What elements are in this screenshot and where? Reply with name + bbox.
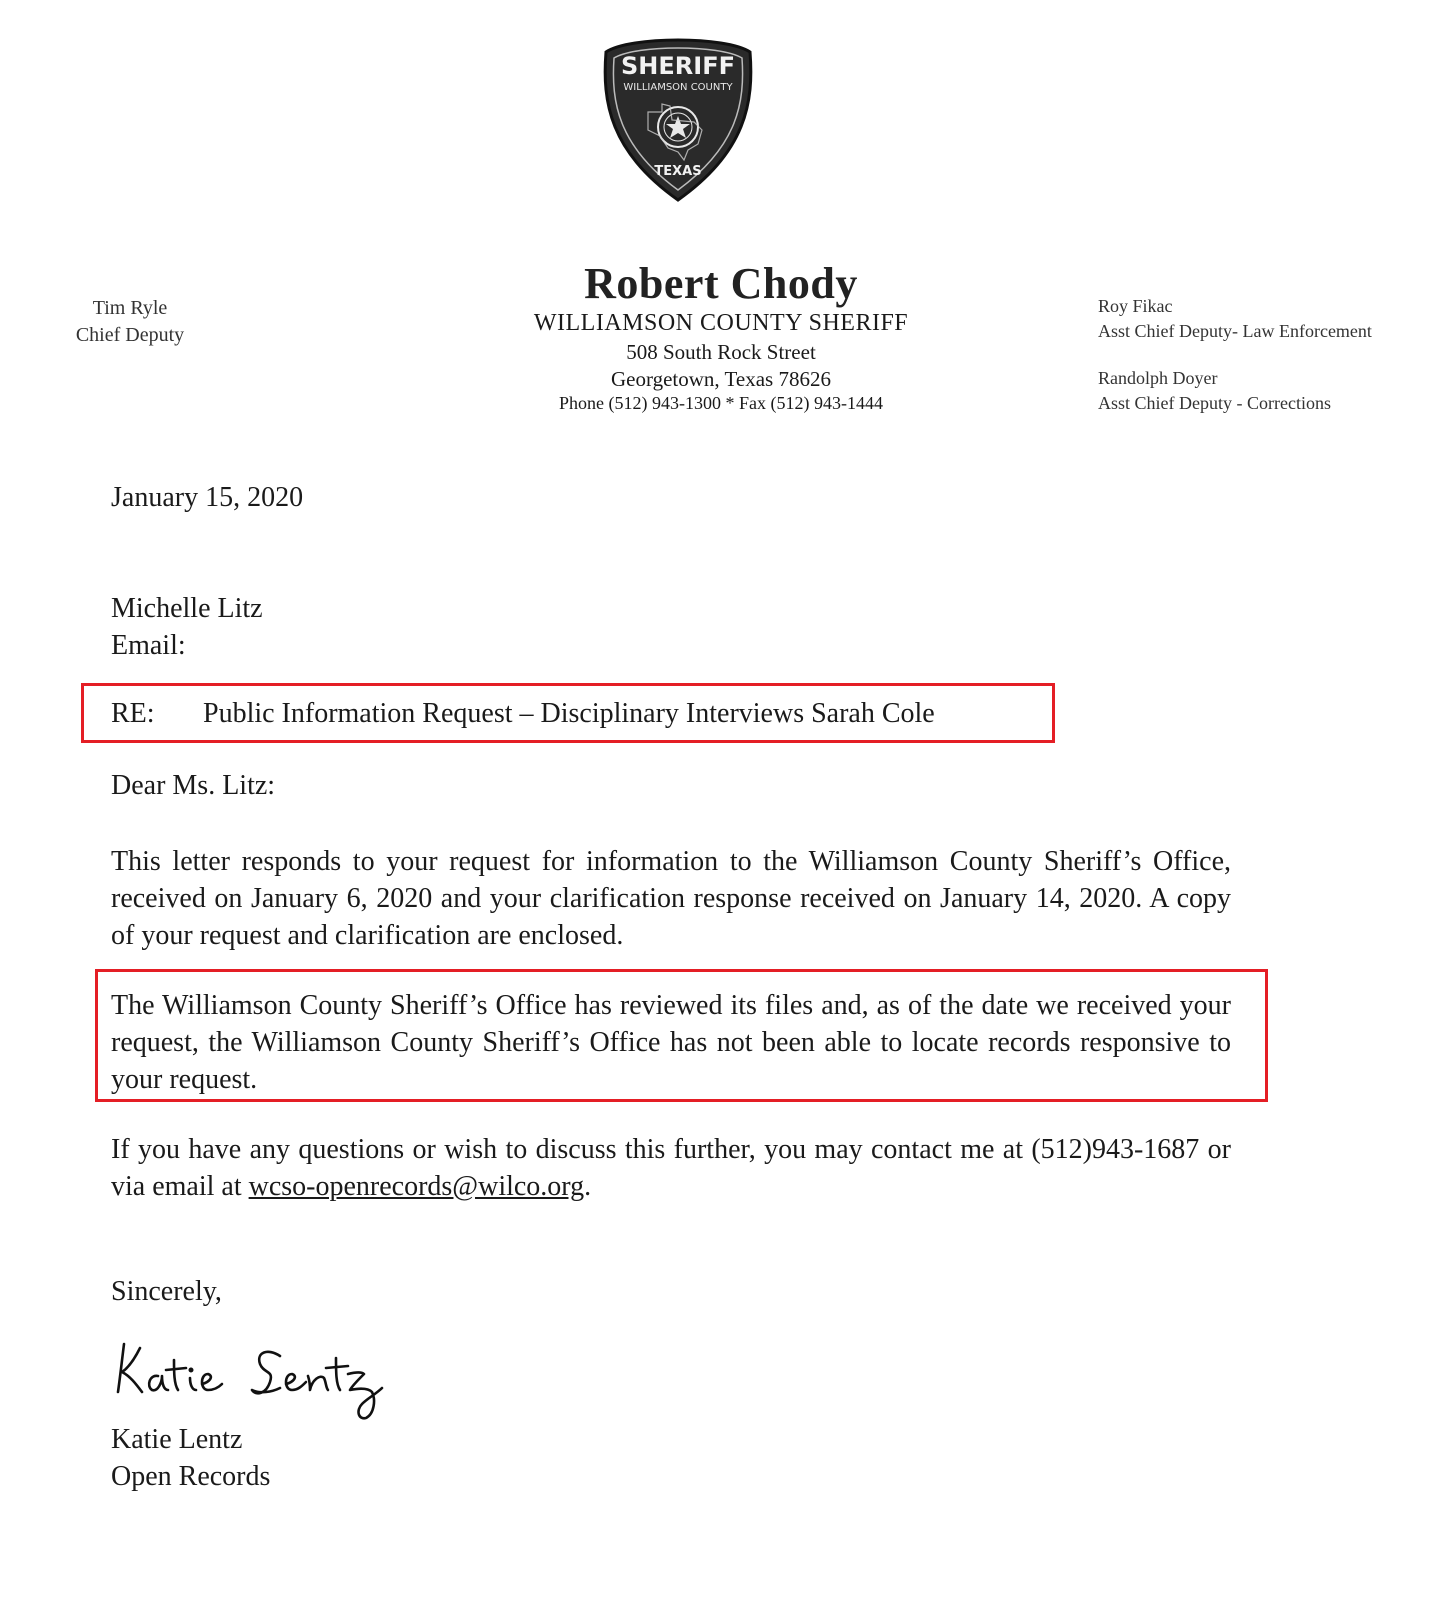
signer-title: Open Records <box>111 1461 271 1492</box>
badge-top-text: SHERIFF <box>621 52 735 80</box>
address-city: Georgetown, Texas 78626 <box>611 367 831 391</box>
re-line <box>111 698 935 730</box>
asst-deputy-title: Asst Chief Deputy - Corrections <box>1098 393 1331 413</box>
handwritten-signature <box>110 1330 440 1426</box>
recipient-block <box>111 590 263 664</box>
sheriff-title: WILLIAMSON COUNTY SHERIFF <box>533 310 909 336</box>
sheriff-name: Robert Chody <box>584 259 858 308</box>
sheriff-badge-logo <box>598 32 758 208</box>
badge-bottom-text: TEXAS <box>654 164 702 179</box>
chief-deputy-title: Chief Deputy <box>75 324 185 346</box>
asst-deputy-name: Roy Fikac <box>1098 296 1173 316</box>
signer-block <box>111 1421 270 1495</box>
address-street: 508 South Rock Street <box>626 340 816 364</box>
recipient-email-label: Email: <box>111 630 186 661</box>
closing: Sincerely, <box>111 1276 222 1307</box>
contact-email-link[interactable]: wcso-openrecords@wilco.org <box>248 1171 585 1202</box>
recipient-name: Michelle Litz <box>111 593 263 624</box>
re-subject: Public Information Request – Disciplinary Interviews Sarah Cole <box>203 698 935 729</box>
letter-date: January 15, 2020 <box>111 482 304 513</box>
phone-fax: Phone (512) 943-1300 * Fax (512) 943-1444 <box>559 393 883 413</box>
paragraph-2: The Williamson County Sheriff’s Office has reviewed its files and, as of the date we received your request, the Williamson County Sheriff’s Office has not been able to locate records responsive to your request. <box>111 990 1231 1095</box>
asst-deputy-title: Asst Chief Deputy- Law Enforcement <box>1098 321 1372 341</box>
chief-deputy-block <box>40 295 220 349</box>
paragraph-3-end: . <box>584 1171 592 1202</box>
asst-deputy-name: Randolph Doyer <box>1098 368 1218 388</box>
paragraph-3 <box>111 1131 1231 1205</box>
chief-deputy-name: Tim Ryle <box>92 297 168 319</box>
salutation: Dear Ms. Litz: <box>111 770 276 801</box>
paragraph-1: This letter responds to your request for information to the Williamson County Sheriff’s Office, received on January 6, 2020 and your clarification response received on January 14, 2020. A copy of your request and clarification are enclosed. <box>111 846 1231 951</box>
asst-deputies-block <box>1098 294 1372 416</box>
re-label: RE: <box>111 698 155 729</box>
signer-name: Katie Lentz <box>111 1424 243 1455</box>
badge-county-text: WILLIAMSON COUNTY <box>623 82 733 93</box>
paragraph-3-text: If you have any questions or wish to discuss this further, you may contact me at (512)943-1687 or via email at <box>111 1134 1231 1202</box>
